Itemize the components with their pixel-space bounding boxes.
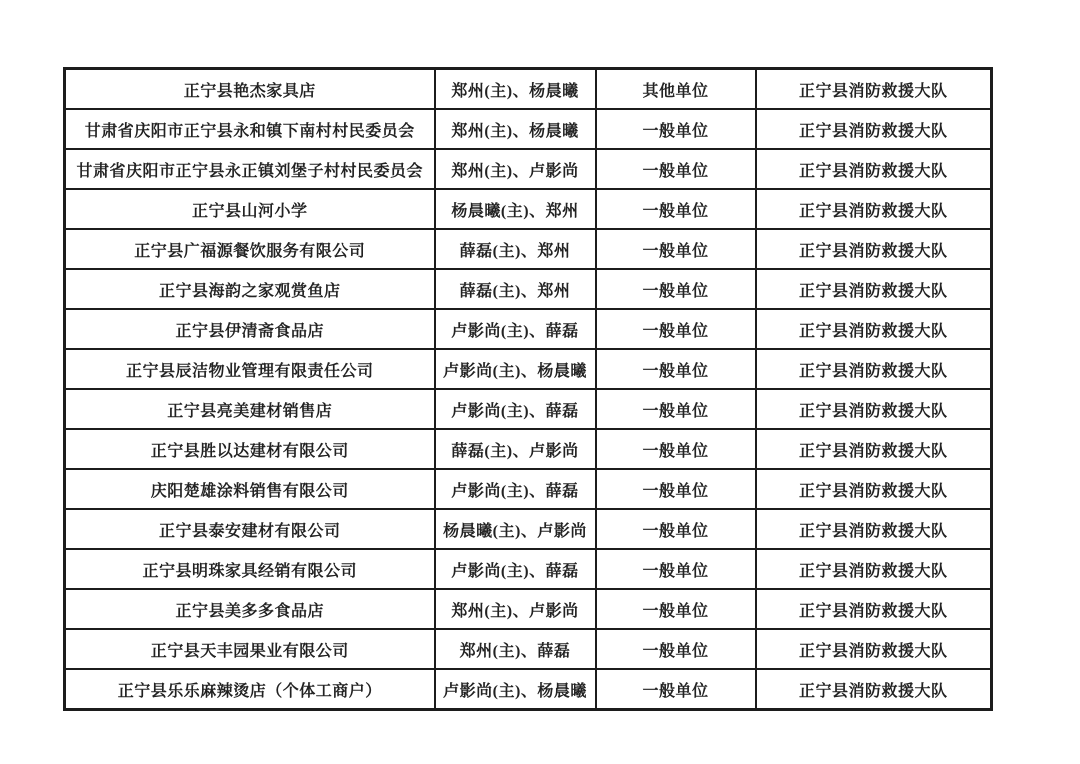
cell-unit-type: 一般单位: [596, 109, 756, 149]
cell-unit-name: 正宁县广福源餐饮服务有限公司: [65, 229, 435, 269]
cell-unit-name: 庆阳楚雄涂料销售有限公司: [65, 469, 435, 509]
cell-responsible-persons: 卢影尚(主)、薛磊: [435, 469, 596, 509]
cell-unit-name: 正宁县胜以达建材有限公司: [65, 429, 435, 469]
cell-supervising-brigade: 正宁县消防救援大队: [756, 229, 992, 269]
cell-unit-type: 一般单位: [596, 669, 756, 710]
cell-unit-type: 一般单位: [596, 549, 756, 589]
cell-supervising-brigade: 正宁县消防救援大队: [756, 669, 992, 710]
cell-unit-name: 正宁县明珠家具经销有限公司: [65, 549, 435, 589]
table-row: [65, 349, 992, 389]
cell-responsible-persons: 郑州(主)、杨晨曦: [435, 69, 596, 110]
cell-responsible-persons: 薛磊(主)、郑州: [435, 269, 596, 309]
table-row: [65, 109, 992, 149]
cell-unit-type: 一般单位: [596, 269, 756, 309]
units-table: [63, 67, 993, 711]
cell-unit-name: 正宁县亮美建材销售店: [65, 389, 435, 429]
cell-unit-name: 甘肃省庆阳市正宁县永和镇下南村村民委员会: [65, 109, 435, 149]
cell-responsible-persons: 薛磊(主)、郑州: [435, 229, 596, 269]
cell-unit-type: 一般单位: [596, 149, 756, 189]
cell-unit-type: 一般单位: [596, 509, 756, 549]
cell-unit-name: 正宁县辰洁物业管理有限责任公司: [65, 349, 435, 389]
cell-unit-name: 正宁县艳杰家具店: [65, 69, 435, 110]
cell-supervising-brigade: 正宁县消防救援大队: [756, 269, 992, 309]
cell-unit-type: 一般单位: [596, 469, 756, 509]
table-row: [65, 629, 992, 669]
cell-unit-name: 正宁县泰安建材有限公司: [65, 509, 435, 549]
cell-unit-name: 正宁县山河小学: [65, 189, 435, 229]
cell-supervising-brigade: 正宁县消防救援大队: [756, 429, 992, 469]
cell-supervising-brigade: 正宁县消防救援大队: [756, 309, 992, 349]
cell-responsible-persons: 卢影尚(主)、薛磊: [435, 549, 596, 589]
cell-unit-type: 一般单位: [596, 429, 756, 469]
cell-unit-type: 其他单位: [596, 69, 756, 110]
cell-responsible-persons: 卢影尚(主)、薛磊: [435, 309, 596, 349]
table-row: [65, 589, 992, 629]
cell-unit-name: 正宁县天丰园果业有限公司: [65, 629, 435, 669]
table-row: [65, 469, 992, 509]
cell-responsible-persons: 卢影尚(主)、杨晨曦: [435, 349, 596, 389]
cell-supervising-brigade: 正宁县消防救援大队: [756, 589, 992, 629]
cell-unit-name: 正宁县美多多食品店: [65, 589, 435, 629]
cell-supervising-brigade: 正宁县消防救援大队: [756, 629, 992, 669]
cell-responsible-persons: 杨晨曦(主)、郑州: [435, 189, 596, 229]
table-row: [65, 669, 992, 710]
units-table-body: [65, 69, 992, 710]
cell-responsible-persons: 杨晨曦(主)、卢影尚: [435, 509, 596, 549]
cell-unit-type: 一般单位: [596, 589, 756, 629]
cell-unit-type: 一般单位: [596, 629, 756, 669]
cell-responsible-persons: 卢影尚(主)、薛磊: [435, 389, 596, 429]
cell-unit-type: 一般单位: [596, 229, 756, 269]
table-row: [65, 69, 992, 110]
table-row: [65, 189, 992, 229]
table-row: [65, 149, 992, 189]
table-row: [65, 269, 992, 309]
cell-supervising-brigade: 正宁县消防救援大队: [756, 469, 992, 509]
cell-unit-type: 一般单位: [596, 189, 756, 229]
cell-responsible-persons: 郑州(主)、卢影尚: [435, 149, 596, 189]
table-row: [65, 229, 992, 269]
table-row: [65, 389, 992, 429]
cell-supervising-brigade: 正宁县消防救援大队: [756, 109, 992, 149]
cell-supervising-brigade: 正宁县消防救援大队: [756, 349, 992, 389]
cell-responsible-persons: 卢影尚(主)、杨晨曦: [435, 669, 596, 710]
table-row: [65, 429, 992, 469]
cell-unit-name: 甘肃省庆阳市正宁县永正镇刘堡子村村民委员会: [65, 149, 435, 189]
cell-supervising-brigade: 正宁县消防救援大队: [756, 549, 992, 589]
cell-unit-type: 一般单位: [596, 389, 756, 429]
cell-supervising-brigade: 正宁县消防救援大队: [756, 69, 992, 110]
cell-unit-type: 一般单位: [596, 309, 756, 349]
cell-unit-name: 正宁县伊清斋食品店: [65, 309, 435, 349]
cell-responsible-persons: 郑州(主)、卢影尚: [435, 589, 596, 629]
cell-supervising-brigade: 正宁县消防救援大队: [756, 189, 992, 229]
cell-unit-type: 一般单位: [596, 349, 756, 389]
cell-supervising-brigade: 正宁县消防救援大队: [756, 509, 992, 549]
cell-unit-name: 正宁县海韵之家观赏鱼店: [65, 269, 435, 309]
cell-responsible-persons: 薛磊(主)、卢影尚: [435, 429, 596, 469]
cell-supervising-brigade: 正宁县消防救援大队: [756, 149, 992, 189]
cell-supervising-brigade: 正宁县消防救援大队: [756, 389, 992, 429]
cell-responsible-persons: 郑州(主)、杨晨曦: [435, 109, 596, 149]
table-row: [65, 549, 992, 589]
cell-responsible-persons: 郑州(主)、薛磊: [435, 629, 596, 669]
table-row: [65, 309, 992, 349]
cell-unit-name: 正宁县乐乐麻辣烫店（个体工商户）: [65, 669, 435, 710]
table-row: [65, 509, 992, 549]
